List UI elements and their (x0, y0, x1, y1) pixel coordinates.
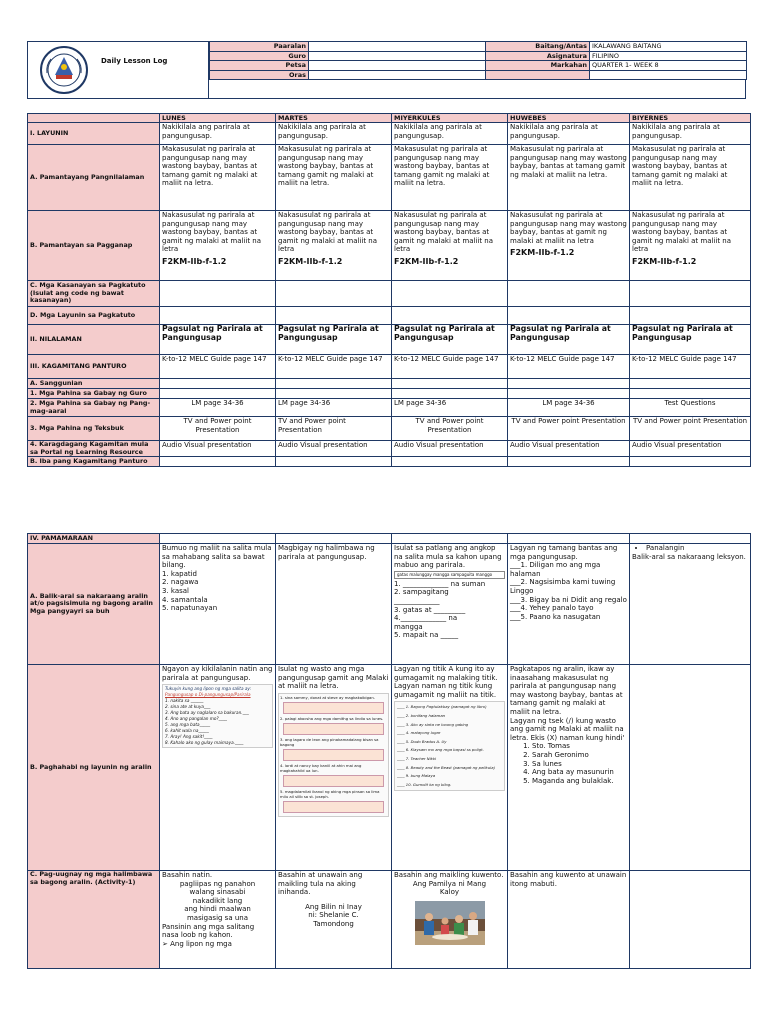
row-mga-layunin (28, 307, 751, 325)
markahan-field[interactable]: QUARTER 1- WEEK 8 (590, 61, 747, 71)
list-item: 5. mapait na _____ (394, 631, 459, 640)
empty-cell[interactable] (630, 379, 751, 389)
worksheet-item: 5. magdalamilat ikanol ng aking mga pinsan sa lima miiu ail sillb sa st. joseph. (280, 788, 380, 799)
row-layunin (28, 123, 751, 145)
cell-text: Lagyan ng tamang bantas ang mga pangungusap. (510, 544, 618, 561)
worksheet-item: 5. ang mga bata_____ (165, 722, 211, 728)
list-item: 5. Maganda ang bulaklak. (532, 777, 627, 786)
cell-pag-uugnay-miyerkules[interactable] (392, 871, 508, 969)
row-label: III. KAGAMITANG PANTURO (28, 355, 160, 379)
worksheet-item: ____ 8. Beauty and the Beast (pamagat ng pelikula) (397, 764, 495, 770)
cell-text: Isulat sa patlang ang angkop na salita mula sa kahon upang mabuo ang parirala. (394, 544, 502, 570)
row-label: C. Mga Kasanayan sa Pagkatuto (Isulat ang code ng bawat kasanayan) (28, 281, 160, 307)
cell-text[interactable]: TV and Power point Presentation (630, 417, 751, 441)
cell-text[interactable]: Audio Visual presentation (630, 441, 751, 457)
header-row-petsa (210, 61, 505, 71)
empty-cell[interactable] (508, 389, 630, 399)
worksheet-title: Tukuyin kung ang lipon ng mga salita ay: (165, 686, 252, 692)
cell-text: Nakasusulat ng parirala at pangungusap nang may wastong baybay, bantas at gamit ng malaki at maliit na letra (162, 211, 262, 254)
cell-text[interactable]: Nakikilala ang parirala at pangungusap. (160, 123, 276, 145)
worksheet-image (162, 684, 273, 748)
worksheet-item: 2. palagi akocsha ang mga damithg sa lindio sa lunes. (280, 715, 384, 721)
dll-title: Daily Lesson Log (101, 57, 168, 65)
empty-cell[interactable] (630, 457, 751, 467)
header-label: Markahan (486, 61, 590, 71)
worksheet-item: 7. Aray! Ang sakit!____ (165, 734, 213, 740)
cell-pagganap[interactable] (508, 211, 630, 281)
header-row-asignatura (486, 51, 747, 61)
cell-paghahabi-martes[interactable] (276, 665, 392, 871)
empty-cell[interactable] (276, 281, 392, 307)
list-item: 4. samantala (162, 595, 208, 604)
list-item: ___5. Paano ka nasugatan (510, 612, 601, 621)
header-label: Paaralan (210, 42, 309, 52)
cell-text[interactable]: Pagsulat ng Parirala at Pangungusap (392, 325, 508, 355)
row-label: IV. PAMAMARAAN (28, 534, 160, 544)
cell-text: Bumuo ng maliit na salita mula sa mahabang salita sa bawat bilang. (162, 544, 272, 570)
worksheet-image (394, 701, 505, 791)
cell-balik-aral-huwebes[interactable] (508, 544, 630, 665)
cell-text: Isulat ng wasto ang mga pangungusap gamit ang Malaki at maliit na letra. (278, 665, 389, 691)
row-pamantayang (28, 145, 751, 211)
cell-text: Basahin natin. (162, 871, 213, 879)
cell-text[interactable]: Magbigay ng halimbawa ng parirala at pangungusap. (276, 544, 392, 665)
header-row-blank (486, 70, 747, 80)
guro-field[interactable] (309, 51, 505, 61)
cell-pag-uugnay-lunes[interactable] (160, 871, 276, 969)
story-title: Kaloy (439, 888, 460, 897)
cell-text[interactable]: Pagsulat ng Parirala at Pangungusap (276, 325, 392, 355)
worksheet-item: ____ 7. Teacher Nikki (397, 755, 437, 761)
cell-text[interactable]: Makasusulat ng parirala at pangungusap nang may wastong baybay, bantas at tamang gamit ng malaki at maliit na letra. (630, 145, 751, 211)
cell-pagganap[interactable] (160, 211, 276, 281)
cell-text[interactable]: Nakikilala ang parirala at pangungusap. (276, 123, 392, 145)
empty-cell[interactable] (508, 379, 630, 389)
header-right-table (485, 41, 747, 80)
cell-text[interactable]: K-to-12 MELC Guide page 147 (392, 355, 508, 379)
list-item: 3. gatas at _________ (394, 605, 466, 614)
cell-text[interactable]: Makasusulat ng parirala at pangungusap nang may wastong baybay, bantas at tamang gamit ng malaki at maliit na letra. (276, 145, 392, 211)
list-item: ___2. Nagsisimba kami tuwing Linggo (510, 578, 616, 595)
worksheet-item: ____ 1. Bagong Pagtulakbay (pamagat ng libro) (397, 704, 487, 710)
lesson-plan-table-1 (27, 113, 751, 467)
answer-box (283, 702, 384, 714)
row-label: Mga pangyayri sa buh (30, 606, 110, 615)
row-label: A. Balik-aral sa nakaraang aralin at/o pagsisimula ng bagong aralin (30, 591, 153, 608)
list-item: ___3. Bigay ba ni Didit ang regalo (510, 595, 627, 604)
header-label: Oras (210, 70, 309, 80)
cell-text: Basahin ang maikling kuwento. (394, 871, 504, 879)
story-title: Ang Pamilya ni Mang (412, 879, 487, 888)
empty-cell[interactable] (508, 457, 630, 467)
poem-line: pagliipas ng panahon (179, 879, 256, 888)
row-label: I. LAYUNIN (28, 123, 160, 145)
cell-text: Pagkatapos ng aralin, ikaw ay inaasahang makasusulat ng parirala at pangungusap nang may wastong baybay, bantas at tamang gamit ng malaki at maliit na letra. (510, 665, 623, 716)
row-label-balik-aral (28, 544, 160, 665)
poem-author: ni: Shelanie C. (308, 911, 359, 920)
cell-paghahabi-huwebes[interactable] (508, 665, 630, 871)
empty-cell[interactable] (160, 379, 276, 389)
empty-cell[interactable] (392, 457, 508, 467)
list-item: 4._____________ na (394, 614, 458, 623)
cell-text[interactable]: TV and Power point Presentation (508, 417, 630, 441)
worksheet-item: 1. sina sammy, donat at steve ay magkakaibigan. (280, 694, 375, 700)
worksheet-item: ____ 9. bung Malaya (397, 773, 436, 779)
row-kagamitang (28, 355, 751, 379)
empty-cell[interactable] (630, 281, 751, 307)
worksheet-item: 4. Ano ang pangalan mo?____ (165, 716, 228, 722)
row-label: 3. Mga Pahina ng Teksbuk (28, 417, 160, 441)
row-label: A. Sanggunian (28, 379, 160, 389)
row-pag-uugnay (28, 871, 751, 969)
corner-cell (28, 114, 160, 123)
row-label: 4. Karagdagang Kagamitan mula sa Portal ng Learning Resource (28, 441, 160, 457)
worksheet-image (278, 693, 389, 817)
list-item: 1. Sto. Tomas (532, 742, 627, 751)
cell-text[interactable]: Nakikilala ang parirala at pangungusap. (630, 123, 751, 145)
cell-text[interactable]: Pagsulat ng Parirala at Pangungusap (630, 325, 751, 355)
worksheet-item: 1. nakita sa ______ (165, 698, 204, 704)
competency-code: F2KM-IIb-f-1.2 (510, 248, 575, 258)
header-label (486, 70, 590, 80)
poem-line: masigasig sa una (186, 913, 249, 922)
worksheet-item: ____ 2. bonifang halaman (397, 712, 446, 718)
row-nilalaman (28, 325, 751, 355)
row-label: B. Iba pang Kagamitang Panturo (28, 457, 160, 467)
cell-text: Nakasusulat ng parirala at pangungusap nang may wastong baybay, bantas at gamit ng malaki at maliit na letra (278, 211, 378, 254)
worksheet-item: ____ 3. Ako ay sinta ne looong gabing (397, 721, 469, 727)
empty-cell[interactable] (160, 281, 276, 307)
answer-box (283, 749, 384, 761)
cell-pag-uugnay-martes[interactable] (276, 871, 392, 969)
row-balik-aral (28, 544, 751, 665)
cell-text[interactable]: Pagsulat ng Parirala at Pangungusap (160, 325, 276, 355)
row-label: 2. Mga Pahina sa Gabay ng Pang-mag-aaral (28, 399, 160, 417)
poem-line: walang sinasabi (189, 888, 246, 897)
cell-text[interactable]: Nakikilala ang parirala at pangungusap. (392, 123, 508, 145)
row-pagganap (28, 211, 751, 281)
cell-text[interactable]: Audio Visual presentation (276, 441, 392, 457)
worksheet-item: 8. Kahalo ako ng gulay maimaya.____ (165, 740, 244, 746)
cell-text[interactable]: Makasusulat ng parirala at pangungusap nang may wastong baybay, bantas at tamang gamit ng malaki at maliit na letra. (508, 145, 630, 211)
row-label: A. Pamantayang Pangnilalaman (28, 145, 160, 211)
empty-cell[interactable] (392, 389, 508, 399)
cell-balik-aral-lunes[interactable] (160, 544, 276, 665)
row-label: B. Pamantayan sa Pagganap (28, 211, 160, 281)
cell-text: Basahin at unawain ang maikling tula na aking inihanda. (278, 871, 363, 897)
list-item: _____________ (394, 596, 440, 605)
empty-cell[interactable] (508, 281, 630, 307)
family-photo (415, 901, 485, 945)
day-header-huwebes: HUWEBES (508, 114, 630, 123)
list-item: 5. napatunayan (162, 604, 218, 613)
worksheet-item: 4. lordi at nancy bay kaniil at ahin mai ang magkahahild ua lun. (280, 762, 362, 773)
cell-paghahabi-lunes[interactable] (160, 665, 276, 871)
competency-code: F2KM-IIb-f-1.2 (162, 256, 227, 266)
cell-text[interactable]: Audio Visual presentation (160, 441, 276, 457)
lesson-plan-table-2 (27, 533, 751, 969)
poem-line: ang hindi maalwan (184, 905, 251, 914)
cell-text[interactable]: Makasusulat ng parirala at pangungusap nang may wastong baybay, bantas at tamang gamit ng malaki at maliit na letra. (392, 145, 508, 211)
empty-cell[interactable] (508, 534, 630, 544)
cell-text[interactable]: LM page 34-36 (276, 399, 392, 417)
cell-text[interactable]: TV and Power point Presentation (160, 417, 276, 441)
row-teksbuk (28, 417, 751, 441)
baitang-field[interactable]: IKALAWANG BAITANG (590, 42, 747, 52)
list-item: ___4. Yehey panalo tayo (510, 604, 594, 613)
poem-line: nakadikit lang (192, 896, 243, 905)
empty-cell[interactable] (276, 457, 392, 467)
cell-paghahabi-miyerkules[interactable] (392, 665, 508, 871)
deped-seal-logo (31, 45, 97, 95)
header-row-baitang (486, 42, 747, 52)
header-left-table (209, 41, 505, 80)
list-item: 3. Sa lunes (532, 760, 627, 769)
empty-cell[interactable] (630, 871, 751, 969)
logo-cell (28, 42, 209, 98)
cell-text[interactable]: Pagsulat ng Parirala at Pangungusap (508, 325, 630, 355)
worksheet-item: ____ 4. malayong lugar (397, 730, 441, 736)
poem-title: Ang Bilin ni Inay (305, 902, 362, 911)
cell-pagganap[interactable] (392, 211, 508, 281)
empty-cell[interactable] (276, 307, 392, 325)
header-label: Guro (210, 51, 309, 61)
cell-text[interactable]: Makasusulat ng parirala at pangungusap nang may wastong baybay, bantas at tamang gamit ng malaki at maliit na letra. (160, 145, 276, 211)
header-label: Baitang/Antas (486, 42, 590, 52)
row-label: 1. Mga Pahina sa Gabay ng Guro (28, 389, 160, 399)
numbered-list (510, 742, 627, 785)
row-label: II. NILALAMAN (28, 325, 160, 355)
cell-text: Lagyan ng tsek (/) kung wasto ang gamit ng Malaki at maliit na letra. Ekis (X) naman kung hindi' (510, 716, 625, 742)
cell-text[interactable]: K-to-12 MELC Guide page 147 (160, 355, 276, 379)
row-iba-pang (28, 457, 751, 467)
worksheet-item: 3. ang lagaro de leon ang pinakamadalang bisan sa bagong (280, 736, 379, 747)
empty-cell[interactable] (160, 534, 276, 544)
oras-field[interactable] (309, 70, 505, 80)
worksheet-item: ____ 10. Gumolit ka ng bilog. (397, 781, 452, 787)
word-box: gatas malunggay mangga sampaguita manggo (394, 571, 505, 579)
row-karagdagang (28, 441, 751, 457)
row-gabay-mag-aaral (28, 399, 751, 417)
cell-text[interactable]: Basahin ang kuwento at unawain itong mabuti. (508, 871, 630, 969)
empty-cell[interactable] (276, 534, 392, 544)
header-row-paaralan (210, 42, 505, 52)
list-item: 1. kapatid (162, 569, 197, 578)
day-header-lunes: LUNES (160, 114, 276, 123)
list-item: 2. Sarah Geronimo (532, 751, 627, 760)
empty-cell[interactable] (392, 534, 508, 544)
worksheet-item: 2. sina ate at kuya___ (165, 704, 211, 710)
cell-text[interactable]: TV and Power point Presentation (276, 417, 392, 441)
dll-header (27, 41, 746, 99)
cell-text[interactable]: Audio Visual presentation (508, 441, 630, 457)
asignatura-field[interactable]: FILIPINO (590, 51, 747, 61)
list-item: 2. sampagitang (394, 588, 449, 597)
empty-cell[interactable] (392, 307, 508, 325)
paaralan-field[interactable] (309, 42, 505, 52)
cell-text[interactable]: K-to-12 MELC Guide page 147 (508, 355, 630, 379)
list-item: mangga (394, 622, 423, 631)
empty-cell[interactable] (160, 457, 276, 467)
cell-text: Lagyan ng titik A kung ito ay gumagamit ng malaking titik. Lagyan naman ng titik kung gumagamit ng maliit na titik. (394, 665, 498, 699)
cell-pagganap[interactable] (276, 211, 392, 281)
cell-balik-aral-biyernes[interactable] (630, 544, 751, 665)
empty-cell[interactable] (392, 281, 508, 307)
empty-cell[interactable] (276, 389, 392, 399)
list-item: 3. kasal (162, 586, 190, 595)
empty-cell[interactable] (160, 389, 276, 399)
empty-cell[interactable] (630, 534, 751, 544)
empty-cell[interactable] (508, 307, 630, 325)
empty-cell[interactable] (392, 379, 508, 389)
list-item: 1. _____________ na suman (394, 579, 486, 588)
day-header-miyerkules: MIYERKULES (392, 114, 508, 123)
row-label: D. Mga Layunin sa Pagkatuto (28, 307, 160, 325)
row-pamamaraan (28, 534, 751, 544)
worksheet-item: 6. kahit wala na_____ (165, 728, 209, 734)
day-header-row (28, 114, 751, 123)
cell-text[interactable]: K-to-12 MELC Guide page 147 (276, 355, 392, 379)
empty-cell[interactable] (276, 379, 392, 389)
cell-text[interactable]: LM page 34-36 (508, 399, 630, 417)
petsa-field[interactable] (309, 61, 505, 71)
cell-text: ➢ Ang lipon ng mga (162, 939, 232, 948)
empty-cell[interactable] (630, 665, 751, 871)
answer-box (283, 801, 384, 813)
cell-text[interactable]: K-to-12 MELC Guide page 147 (630, 355, 751, 379)
cell-text: Nakasusulat ng parirala at pangungusap nang may wastong baybay, bantas at gamit ng malaki at maliit na letra (510, 211, 627, 245)
header-row-markahan (486, 61, 747, 71)
row-paghahabi (28, 665, 751, 871)
cell-text[interactable]: Test Questions (630, 399, 751, 417)
cell-pagganap[interactable] (630, 211, 751, 281)
cell-text: Nakasusulat ng parirala at pangungusap nang may wastong baybay, bantas at gamit ng malaki at maliit na letra (632, 211, 732, 254)
worksheet-item: ____ 5. Dudo Bradus A. Uy (397, 738, 447, 744)
poem-author: Tamondong (313, 919, 354, 928)
cell-text: Nakasusulat ng parirala at pangungusap nang may wastong baybay, bantas at gamit ng malaki at maliit na letra (394, 211, 494, 254)
answer-box (283, 775, 384, 787)
cell-text: Balik-aral sa nakaraang leksyon. (632, 552, 746, 561)
header-row-guro (210, 51, 505, 61)
blank-field[interactable] (590, 70, 747, 80)
cell-text[interactable]: Audio Visual presentation (392, 441, 508, 457)
cell-text[interactable]: Nakikilala ang parirala at pangungusap. (508, 123, 630, 145)
answer-box (283, 723, 384, 735)
row-gabay-guro (28, 389, 751, 399)
day-header-biyernes: BIYERNES (630, 114, 751, 123)
cell-text[interactable]: LM page 34-36 (392, 399, 508, 417)
list-item: ___1. Diligan mo ang mga halaman (510, 561, 601, 578)
empty-cell[interactable] (630, 307, 751, 325)
competency-code: F2KM-IIb-f-1.2 (394, 256, 459, 266)
header-row-oras (210, 70, 505, 80)
day-header-martes: MARTES (276, 114, 392, 123)
empty-cell[interactable] (160, 307, 276, 325)
cell-text: Ngayon ay kikilalanin natin ang parirala at pangungusap. (162, 665, 273, 682)
competency-code: F2KM-IIb-f-1.2 (632, 256, 697, 266)
worksheet-item: 3. Ang bata ay naglalaro sa bakuran.___ (165, 710, 249, 716)
cell-text: Pansinin ang mga salitang nasa loob ng kahon. (162, 922, 255, 940)
competency-code: F2KM-IIb-f-1.2 (278, 256, 343, 266)
empty-cell[interactable] (630, 389, 751, 399)
cell-text[interactable]: LM page 34-36 (160, 399, 276, 417)
worksheet-item: ____ 6. Klaysam mo ang mga bayasi ss poligt. (397, 747, 484, 753)
header-label: Petsa (210, 61, 309, 71)
row-kasanayan (28, 281, 751, 307)
list-item: 2. nagawa (162, 578, 199, 587)
cell-text[interactable]: TV and Power point Presentation (392, 417, 508, 441)
bullet-list (632, 544, 748, 553)
worksheet-choices: Pangungusap o Di-pangungusap/Parirala (165, 692, 251, 698)
row-sanggunian (28, 379, 751, 389)
row-label: C. Pag-uugnay ng mga halimbawa sa bagong aralin. (Activity-1) (28, 871, 160, 969)
list-item: 4. Ang bata ay masunurin (532, 768, 627, 777)
list-item: • Panalangin (646, 544, 748, 553)
row-label: B. Paghahabi ng layunin ng aralin (28, 665, 160, 871)
cell-balik-aral-miyerkules[interactable] (392, 544, 508, 665)
header-label: Asignatura (486, 51, 590, 61)
